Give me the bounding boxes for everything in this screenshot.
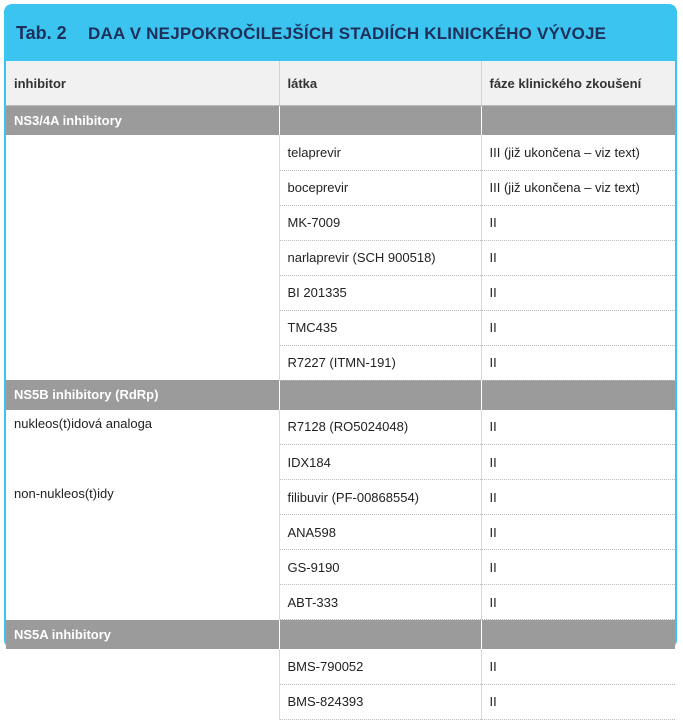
group-row [6,620,675,650]
cell-faze: II [481,684,675,719]
group-cell-latka [279,620,481,650]
cell-latka: boceprevir [279,170,481,205]
cell-faze: II [481,515,675,550]
cell-inhibitor [6,585,279,620]
cell-faze: II [481,480,675,515]
cell-faze: II [481,275,675,310]
group-row [6,380,675,410]
cell-inhibitor: non-nukleos(t)idy [14,485,114,501]
table-number: Tab. 2 [16,23,67,43]
cell-faze: II [481,205,675,240]
cell-faze: II [481,310,675,345]
table-row [6,550,675,585]
column-header-faze: fáze klinického zkoušení [481,61,675,106]
cell-inhibitor [6,515,279,550]
cell-faze: II [481,585,675,620]
table-body [6,106,675,720]
table-title-bar [6,6,675,61]
cell-faze: II [481,345,675,380]
cell-inhibitor: nukleos(t)idová analoga [14,415,153,431]
table-row [6,135,675,170]
cell-faze: III (již ukončena – viz text) [481,135,675,170]
cell-faze: II [481,649,675,684]
cell-latka: BI 201335 [279,275,481,310]
cell-inhibitor [6,275,279,310]
table-row [6,585,675,620]
table-row [6,170,675,205]
group-cell-faze [481,106,675,136]
group-cell-faze [481,620,675,650]
group-name: NS3/4A inhibitory [6,106,279,136]
group-cell-latka [279,106,481,136]
cell-latka: IDX184 [279,445,481,480]
cell-latka: ABT-333 [279,585,481,620]
group-name: NS5B inhibitory (RdRp) [6,380,279,410]
cell-inhibitor [6,550,279,585]
cell-faze: II [481,240,675,275]
column-header-inhibitor: inhibitor [6,61,279,106]
cell-inhibitor [6,205,279,240]
cell-latka: GS-9190 [279,550,481,585]
table-row [6,515,675,550]
table-row [6,410,675,445]
table-row [6,684,675,719]
cell-latka: filibuvir (PF-00868554) [279,480,481,515]
column-header-latka: látka [279,61,481,106]
cell-latka: BMS-790052 [279,649,481,684]
cell-inhibitor [6,684,279,719]
table-row [6,275,675,310]
table-row [6,480,675,515]
cell-inhibitor [6,649,279,684]
cell-latka: narlaprevir (SCH 900518) [279,240,481,275]
table-row [6,649,675,684]
header-row [6,61,675,106]
table-frame [4,4,677,709]
cell-inhibitor [6,445,279,480]
table-row [6,345,675,380]
table-title: DAA V NEJPOKROČILEJŠÍCH STADIÍCH KLINICKÉHO VÝVOJE [88,23,607,43]
cell-faze: II [481,445,675,480]
cell-latka: TMC435 [279,310,481,345]
group-name: NS5A inhibitory [6,620,279,650]
cell-inhibitor [6,240,279,275]
cell-inhibitor [6,135,279,170]
cell-faze: II [481,550,675,585]
cell-latka: R7227 (ITMN-191) [279,345,481,380]
table-row [6,445,675,480]
cell-faze: II [481,410,675,445]
cell-latka: BMS-824393 [279,684,481,719]
cell-latka: MK-7009 [279,205,481,240]
group-cell-faze [481,380,675,410]
cell-inhibitor [6,345,279,380]
cell-latka: R7128 (RO5024048) [279,410,481,445]
table-row [6,240,675,275]
cell-latka: telaprevir [279,135,481,170]
group-cell-latka [279,380,481,410]
table-row [6,205,675,240]
cell-faze: III (již ukončena – viz text) [481,170,675,205]
table-row [6,310,675,345]
cell-latka: ANA598 [279,515,481,550]
cell-inhibitor [6,310,279,345]
group-row [6,106,675,136]
daa-table [6,61,675,720]
cell-inhibitor [6,170,279,205]
